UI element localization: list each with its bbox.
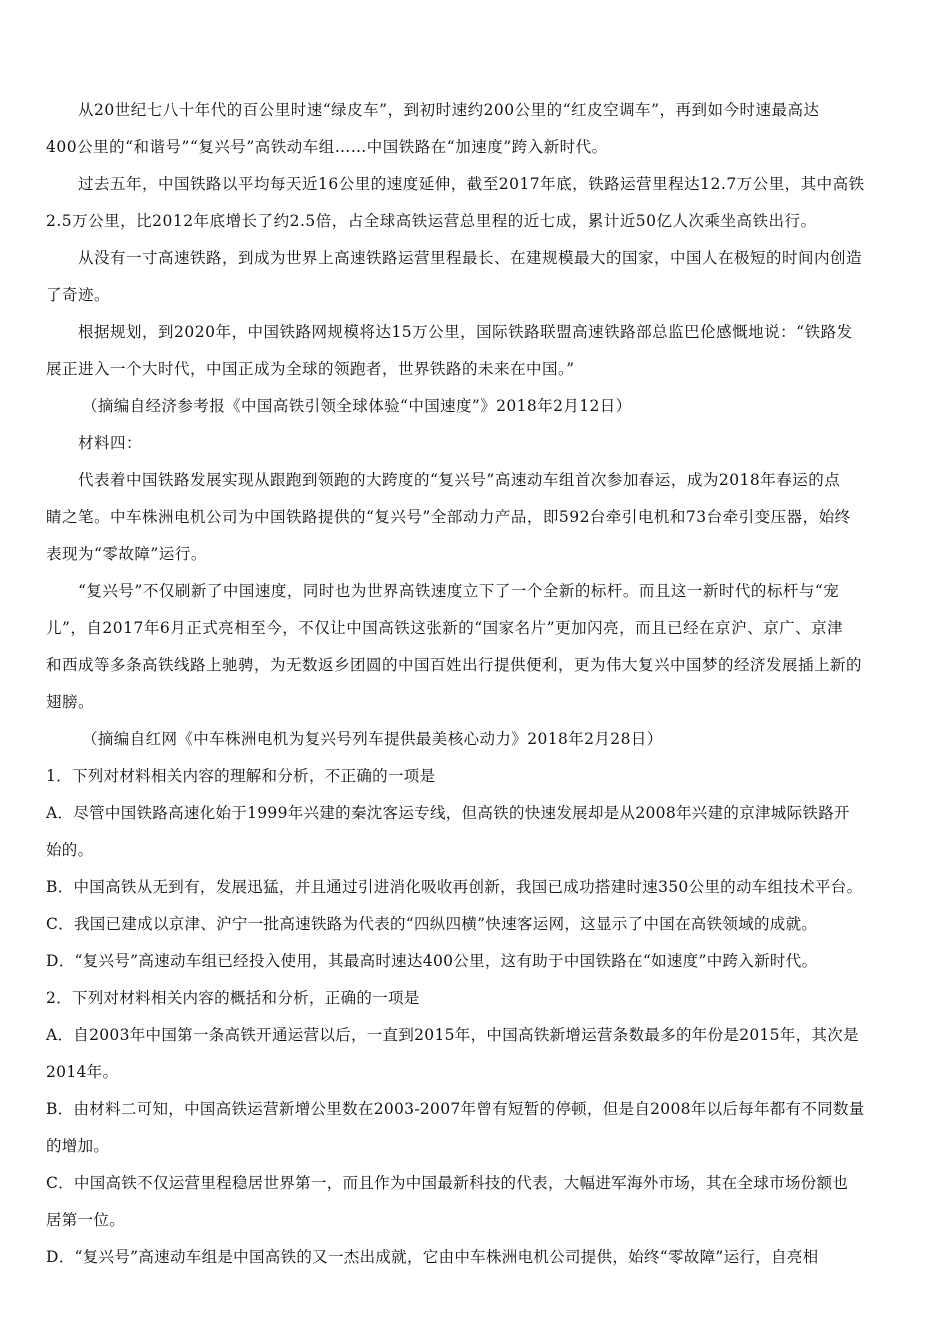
paragraph-5-line-3: 表现为“零故障”运行。 [46,545,207,563]
paragraph-6-line-2: 儿”，自2017年6月正式亮相至今，不仅让中国高铁这张新的“国家名片”更加闪亮，而且已经在京沪、京广、京津 [46,619,844,637]
question-2-option-a-line-1: A．自2003年中国第一条高铁开通运营以后，一直到2015年，中国高铁新增运营条数最多的年份是2015年，其次是 [46,1026,859,1044]
paragraph-6-line-4: 翅膀。 [46,693,95,711]
material-four-heading: 材料四： [78,434,143,452]
paragraph-2-line-2: 2.5万公里，比2012年底增长了约2.5倍，占全球高铁运营总里程的近七成，累计近50亿人次乘坐高铁出行。 [46,212,817,230]
question-1-option-d: D．“复兴号”高速动车组已经投入使用，其最高时速达400公里，这有助于中国铁路在“如速度”中跨入新时代。 [46,952,818,970]
question-1-stem: 1．下列对材料相关内容的理解和分析，不正确的一项是 [46,767,436,785]
question-2-option-c-line-1: C．中国高铁不仅运营里程稳居世界第一，而且作为中国最新科技的代表，大幅进军海外市场，其在全球市场份额也 [46,1174,849,1192]
paragraph-4-line-1: 根据规划，到2020年，中国铁路网规模将达15万公里，国际铁路联盟高速铁路部总监巴伦感慨地说：“铁路发 [78,323,853,341]
paragraph-2-line-1: 过去五年，中国铁路以平均每天近16公里的速度延伸，截至2017年底，铁路运营里程达12.7万公里，其中高铁 [78,175,865,193]
paragraph-6-line-3: 和西成等多条高铁线路上驰骋，为无数返乡团圆的中国百姓出行提供便利，更为伟大复兴中国梦的经济发展插上新的 [46,656,863,674]
question-2-option-d-line-1: D．“复兴号”高速动车组是中国高铁的又一杰出成就，它由中车株洲电机公司提供，始终“零故障”运行，自亮相 [46,1248,819,1266]
question-1-option-a-line-1: A．尽管中国铁路高速化始于1999年兴建的秦沈客运专线，但高铁的快速发展却是从2008年兴建的京津城际铁路开 [46,804,850,822]
question-2-option-b-line-2: 的增加。 [46,1137,110,1155]
paragraph-5-line-1: 代表着中国铁路发展实现从跟跑到领跑的大跨度的“复兴号”高速动车组首次参加春运，成为2018年春运的点 [78,471,841,489]
source-citation-1: （摘编自经济参考报《中国高铁引领全球体验“中国速度”》2018年2月12日） [82,397,632,415]
question-2-option-b-line-1: B．由材料二可知，中国高铁运营新增公里数在2003-2007年曾有短暂的停顿，但是自2008年以后每年都有不同数量 [46,1100,865,1118]
paragraph-3-line-2: 了奇迹。 [46,286,111,304]
source-citation-2: （摘编自红网《中车株洲电机为复兴号列车提供最美核心动力》2018年2月28日） [82,730,663,748]
paragraph-4-line-2: 展正进入一个大时代，中国正成为全球的领跑者，世界铁路的未来在中国。” [46,360,575,378]
paragraph-1-line-1: 从20世纪七八十年代的百公里时速“绿皮车”，到初时速约200公里的“红皮空调车”，再到如今时速最高达 [78,101,820,119]
question-2-option-c-line-2: 居第一位。 [46,1211,126,1229]
paragraph-6-line-1: “复兴号”不仅刷新了中国速度，同时也为世界高铁速度立下了一个全新的标杆。而且这一新时代的标杆与“宠 [78,582,840,600]
paragraph-1-line-2: 400公里的“和谐号”“复兴号”高铁动车组……中国铁路在“加速度”跨入新时代。 [46,138,608,156]
question-2-stem: 2．下列对材料相关内容的概括和分析，正确的一项是 [46,989,420,1007]
question-1-option-c: C．我国已建成以京津、沪宁一批高速铁路为代表的“四纵四横”快速客运网，这显示了中国在高铁领域的成就。 [46,915,818,933]
paragraph-3-line-1: 从没有一寸高速铁路，到成为世界上高速铁路运营里程最长、在建规模最大的国家，中国人在极短的时间内创造 [78,249,863,267]
question-1-option-b: B．中国高铁从无到有，发展迅猛，并且通过引进消化吸收再创新，我国已成功搭建时速350公里的动车组技术平台。 [46,878,863,896]
question-2-option-a-line-2: 2014年。 [46,1063,119,1081]
paragraph-5-line-2: 睛之笔。中车株洲电机公司为中国铁路提供的“复兴号”全部动力产品，即592台牵引电机和73台牵引变压器，始终 [46,508,851,526]
question-1-option-a-line-2: 始的。 [46,841,94,859]
